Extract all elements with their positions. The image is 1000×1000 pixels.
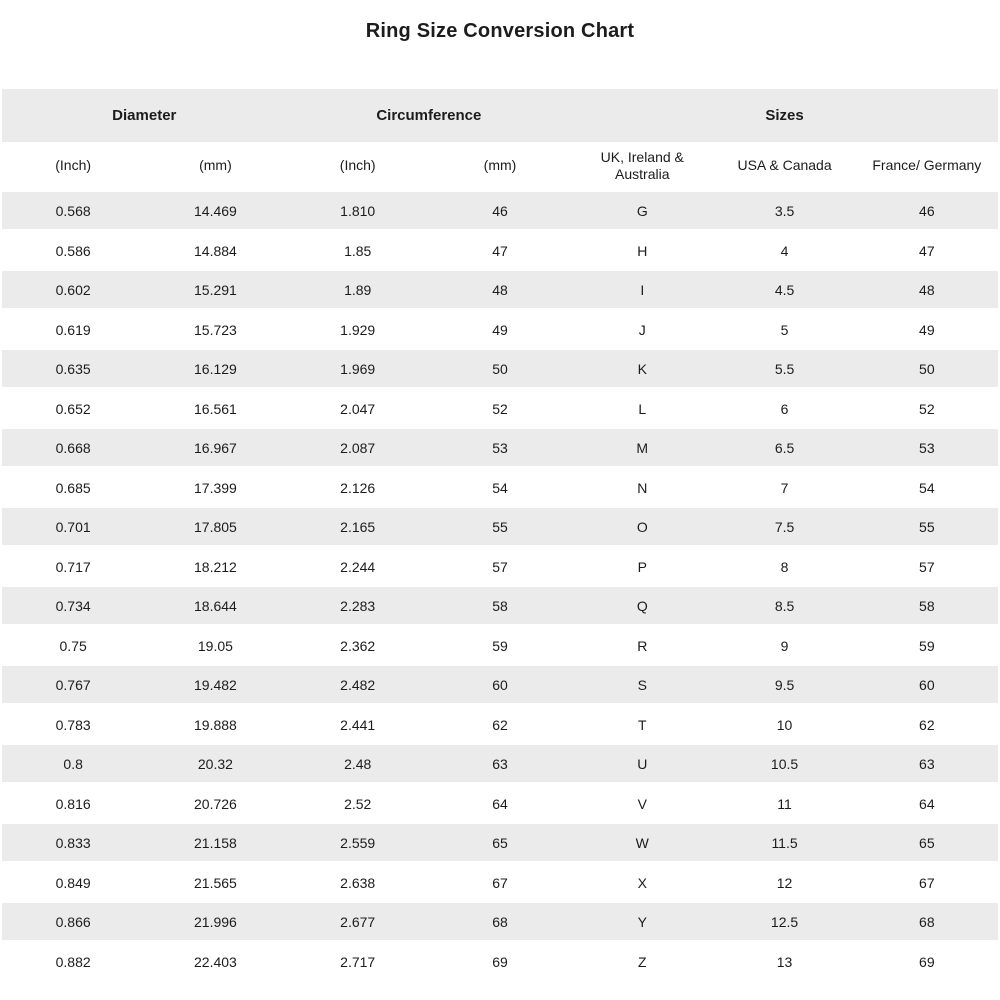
table-cell: S: [571, 665, 713, 705]
table-cell: 17.805: [144, 507, 286, 547]
table-cell: 9: [780, 637, 789, 654]
table-cell: 10.5: [713, 744, 855, 784]
table-cell: 19.888: [194, 716, 237, 733]
table-cell: G: [571, 191, 713, 231]
table-row: [2, 310, 998, 350]
table-cell: 58: [856, 586, 998, 626]
table-cell: 12: [776, 874, 793, 891]
table-cell: 21.158: [144, 823, 286, 863]
table-cell: 0.8: [2, 744, 144, 784]
table-cell: 57: [919, 558, 935, 575]
table-cell: 67: [919, 874, 935, 891]
table-row: [2, 191, 998, 231]
table-cell: 0.767: [2, 665, 144, 705]
column-header-diameter-inch: (Inch): [2, 142, 144, 191]
table-cell: 14.469: [144, 191, 286, 231]
table-cell: 2.283: [287, 586, 429, 626]
table-cell: 2.441: [340, 716, 376, 733]
table-row: [2, 270, 998, 310]
column-header-circumference-inch: (Inch): [287, 142, 429, 191]
table-cell: 1.810: [287, 191, 429, 231]
table-cell: 2.717: [340, 954, 376, 970]
table-cell: 52: [919, 400, 935, 417]
table-cell: 2.482: [287, 665, 429, 705]
table-cell: 16.561: [194, 400, 237, 417]
table-row: [2, 586, 998, 626]
table-row: [2, 507, 998, 547]
table-cell: 0.75: [59, 637, 87, 654]
table-cell: 13: [776, 954, 793, 970]
table-cell: 0.619: [55, 321, 91, 338]
table-row: [2, 626, 998, 666]
table-cell: 53: [429, 428, 571, 468]
table-cell: O: [571, 507, 713, 547]
table-cell: 65: [856, 823, 998, 863]
table-cell: 2.126: [340, 479, 376, 496]
table-row: [2, 389, 998, 429]
table-row: [2, 468, 998, 508]
table-row: [2, 823, 998, 863]
table-cell: 17.399: [194, 479, 237, 496]
table-cell: 0.652: [55, 400, 91, 417]
column-header-usa-canada: USA & Canada: [713, 142, 855, 191]
column-header-france-germany: France/ Germany: [856, 142, 998, 191]
table-cell: M: [571, 428, 713, 468]
table-cell: 62: [492, 716, 508, 733]
table-cell: 2.52: [344, 795, 372, 812]
table-row: [2, 784, 998, 824]
table-cell: 50: [429, 349, 571, 389]
table-cell: 3.5: [713, 191, 855, 231]
table-cell: 1.89: [287, 270, 429, 310]
table-cell: 49: [492, 321, 508, 338]
table-cell: 47: [919, 242, 935, 259]
table-cell: 21.996: [144, 902, 286, 942]
table-cell: Q: [571, 586, 713, 626]
ring-size-table: [2, 89, 998, 981]
table-cell: W: [571, 823, 713, 863]
column-header-circumference-mm: (mm): [429, 142, 571, 191]
table-cell: Y: [571, 902, 713, 942]
table-row: [2, 349, 998, 389]
table-cell: H: [637, 242, 648, 259]
column-header-row: [2, 142, 998, 191]
table-cell: 0.734: [2, 586, 144, 626]
table-row: [2, 863, 998, 903]
table-cell: 59: [492, 637, 508, 654]
table-cell: 58: [429, 586, 571, 626]
table-cell: 48: [429, 270, 571, 310]
table-cell: 53: [856, 428, 998, 468]
table-cell: 52: [492, 400, 508, 417]
table-cell: 2.48: [287, 744, 429, 784]
table-cell: 7.5: [713, 507, 855, 547]
table-row: [2, 231, 998, 271]
table-cell: 1.929: [340, 321, 376, 338]
page-title: Ring Size Conversion Chart: [365, 20, 635, 42]
table-cell: 0.783: [55, 716, 91, 733]
table-cell: 57: [492, 558, 508, 575]
table-cell: 46: [429, 191, 571, 231]
table-row: [2, 902, 998, 942]
table-cell: 2.677: [287, 902, 429, 942]
table-cell: 11: [777, 795, 792, 812]
table-cell: 48: [856, 270, 998, 310]
table-cell: 6.5: [713, 428, 855, 468]
table-cell: 6: [780, 400, 789, 417]
table-row: [2, 428, 998, 468]
table-cell: 19.482: [144, 665, 286, 705]
table-cell: 0.586: [55, 242, 91, 259]
table-cell: J: [638, 321, 646, 338]
table-cell: 2.362: [340, 637, 376, 654]
table-cell: 2.559: [287, 823, 429, 863]
table-cell: 0.602: [2, 270, 144, 310]
table-cell: 60: [856, 665, 998, 705]
table-cell: 5.5: [713, 349, 855, 389]
table-cell: R: [637, 637, 648, 654]
table-cell: 1.85: [344, 242, 372, 259]
table-cell: 5: [780, 321, 789, 338]
table-cell: 64: [492, 795, 508, 812]
table-cell: L: [638, 400, 647, 417]
table-cell: 0.668: [2, 428, 144, 468]
table-row: [2, 547, 998, 587]
table-cell: 20.32: [144, 744, 286, 784]
table-cell: 4.5: [713, 270, 855, 310]
table-cell: 18.644: [144, 586, 286, 626]
table-cell: 2.244: [340, 558, 376, 575]
table-cell: 55: [856, 507, 998, 547]
table-cell: 60: [429, 665, 571, 705]
table-cell: 69: [919, 954, 935, 970]
table-cell: 9.5: [713, 665, 855, 705]
table-cell: 0.833: [2, 823, 144, 863]
table-cell: 21.565: [194, 874, 237, 891]
table-cell: U: [571, 744, 713, 784]
table-cell: 19.05: [197, 637, 233, 654]
table-cell: 18.212: [194, 558, 237, 575]
table-cell: 63: [856, 744, 998, 784]
table-cell: 2.087: [287, 428, 429, 468]
table-cell: 2.047: [340, 400, 376, 417]
table-cell: 55: [429, 507, 571, 547]
table-cell: 0.866: [2, 902, 144, 942]
table-cell: 59: [919, 637, 935, 654]
group-header-diameter: Diameter: [2, 89, 287, 142]
table-cell: P: [637, 558, 647, 575]
table-cell: 20.726: [194, 795, 237, 812]
table-cell: N: [637, 479, 648, 496]
table-cell: K: [571, 349, 713, 389]
table-cell: 54: [492, 479, 508, 496]
group-header-sizes: Sizes: [571, 89, 998, 142]
table-cell: 69: [492, 954, 508, 970]
table-cell: V: [637, 795, 647, 812]
table-cell: 12.5: [713, 902, 855, 942]
table-cell: 0.849: [55, 874, 91, 891]
table-row: [2, 942, 998, 982]
table-cell: 46: [856, 191, 998, 231]
table-cell: 1.969: [287, 349, 429, 389]
table-cell: 64: [919, 795, 935, 812]
table-cell: 10: [776, 716, 793, 733]
table-cell: I: [571, 270, 713, 310]
table-cell: 0.701: [2, 507, 144, 547]
table-row: [2, 744, 998, 784]
table-cell: 68: [856, 902, 998, 942]
group-header-row: [2, 89, 998, 142]
table-cell: 8: [780, 558, 789, 575]
group-header-circumference: Circumference: [287, 89, 572, 142]
column-header-diameter-mm: (mm): [144, 142, 286, 191]
table-cell: 54: [919, 479, 935, 496]
table-cell: 15.723: [194, 321, 237, 338]
table-cell: 2.638: [340, 874, 376, 891]
table-row: [2, 665, 998, 705]
table-cell: 65: [429, 823, 571, 863]
table-cell: 11.5: [713, 823, 855, 863]
table-cell: 15.291: [144, 270, 286, 310]
table-cell: 0.882: [55, 954, 91, 970]
table-cell: 0.717: [55, 558, 91, 575]
table-cell: 67: [492, 874, 508, 891]
table-header: [2, 89, 998, 191]
table-cell: 68: [429, 902, 571, 942]
table-body: [2, 191, 998, 981]
table-cell: 0.635: [2, 349, 144, 389]
table-cell: T: [637, 716, 647, 733]
column-header-uk-ireland-australia: UK, Ireland & Australia: [571, 142, 713, 191]
table-cell: 2.165: [287, 507, 429, 547]
table-cell: 16.129: [144, 349, 286, 389]
table-cell: X: [637, 874, 647, 891]
table-cell: 16.967: [144, 428, 286, 468]
table-cell: 0.816: [55, 795, 91, 812]
table-cell: 63: [429, 744, 571, 784]
table-cell: 47: [492, 242, 508, 259]
table-cell: 0.685: [55, 479, 91, 496]
table-row: [2, 705, 998, 745]
table-cell: Z: [637, 954, 647, 970]
table-cell: 4: [780, 242, 789, 259]
table-cell: 49: [919, 321, 935, 338]
table-cell: 14.884: [194, 242, 237, 259]
table-cell: 7: [780, 479, 789, 496]
table-cell: 0.568: [2, 191, 144, 231]
table-cell: 8.5: [713, 586, 855, 626]
table-cell: 22.403: [194, 954, 237, 970]
table-cell: 62: [919, 716, 935, 733]
table-cell: 50: [856, 349, 998, 389]
